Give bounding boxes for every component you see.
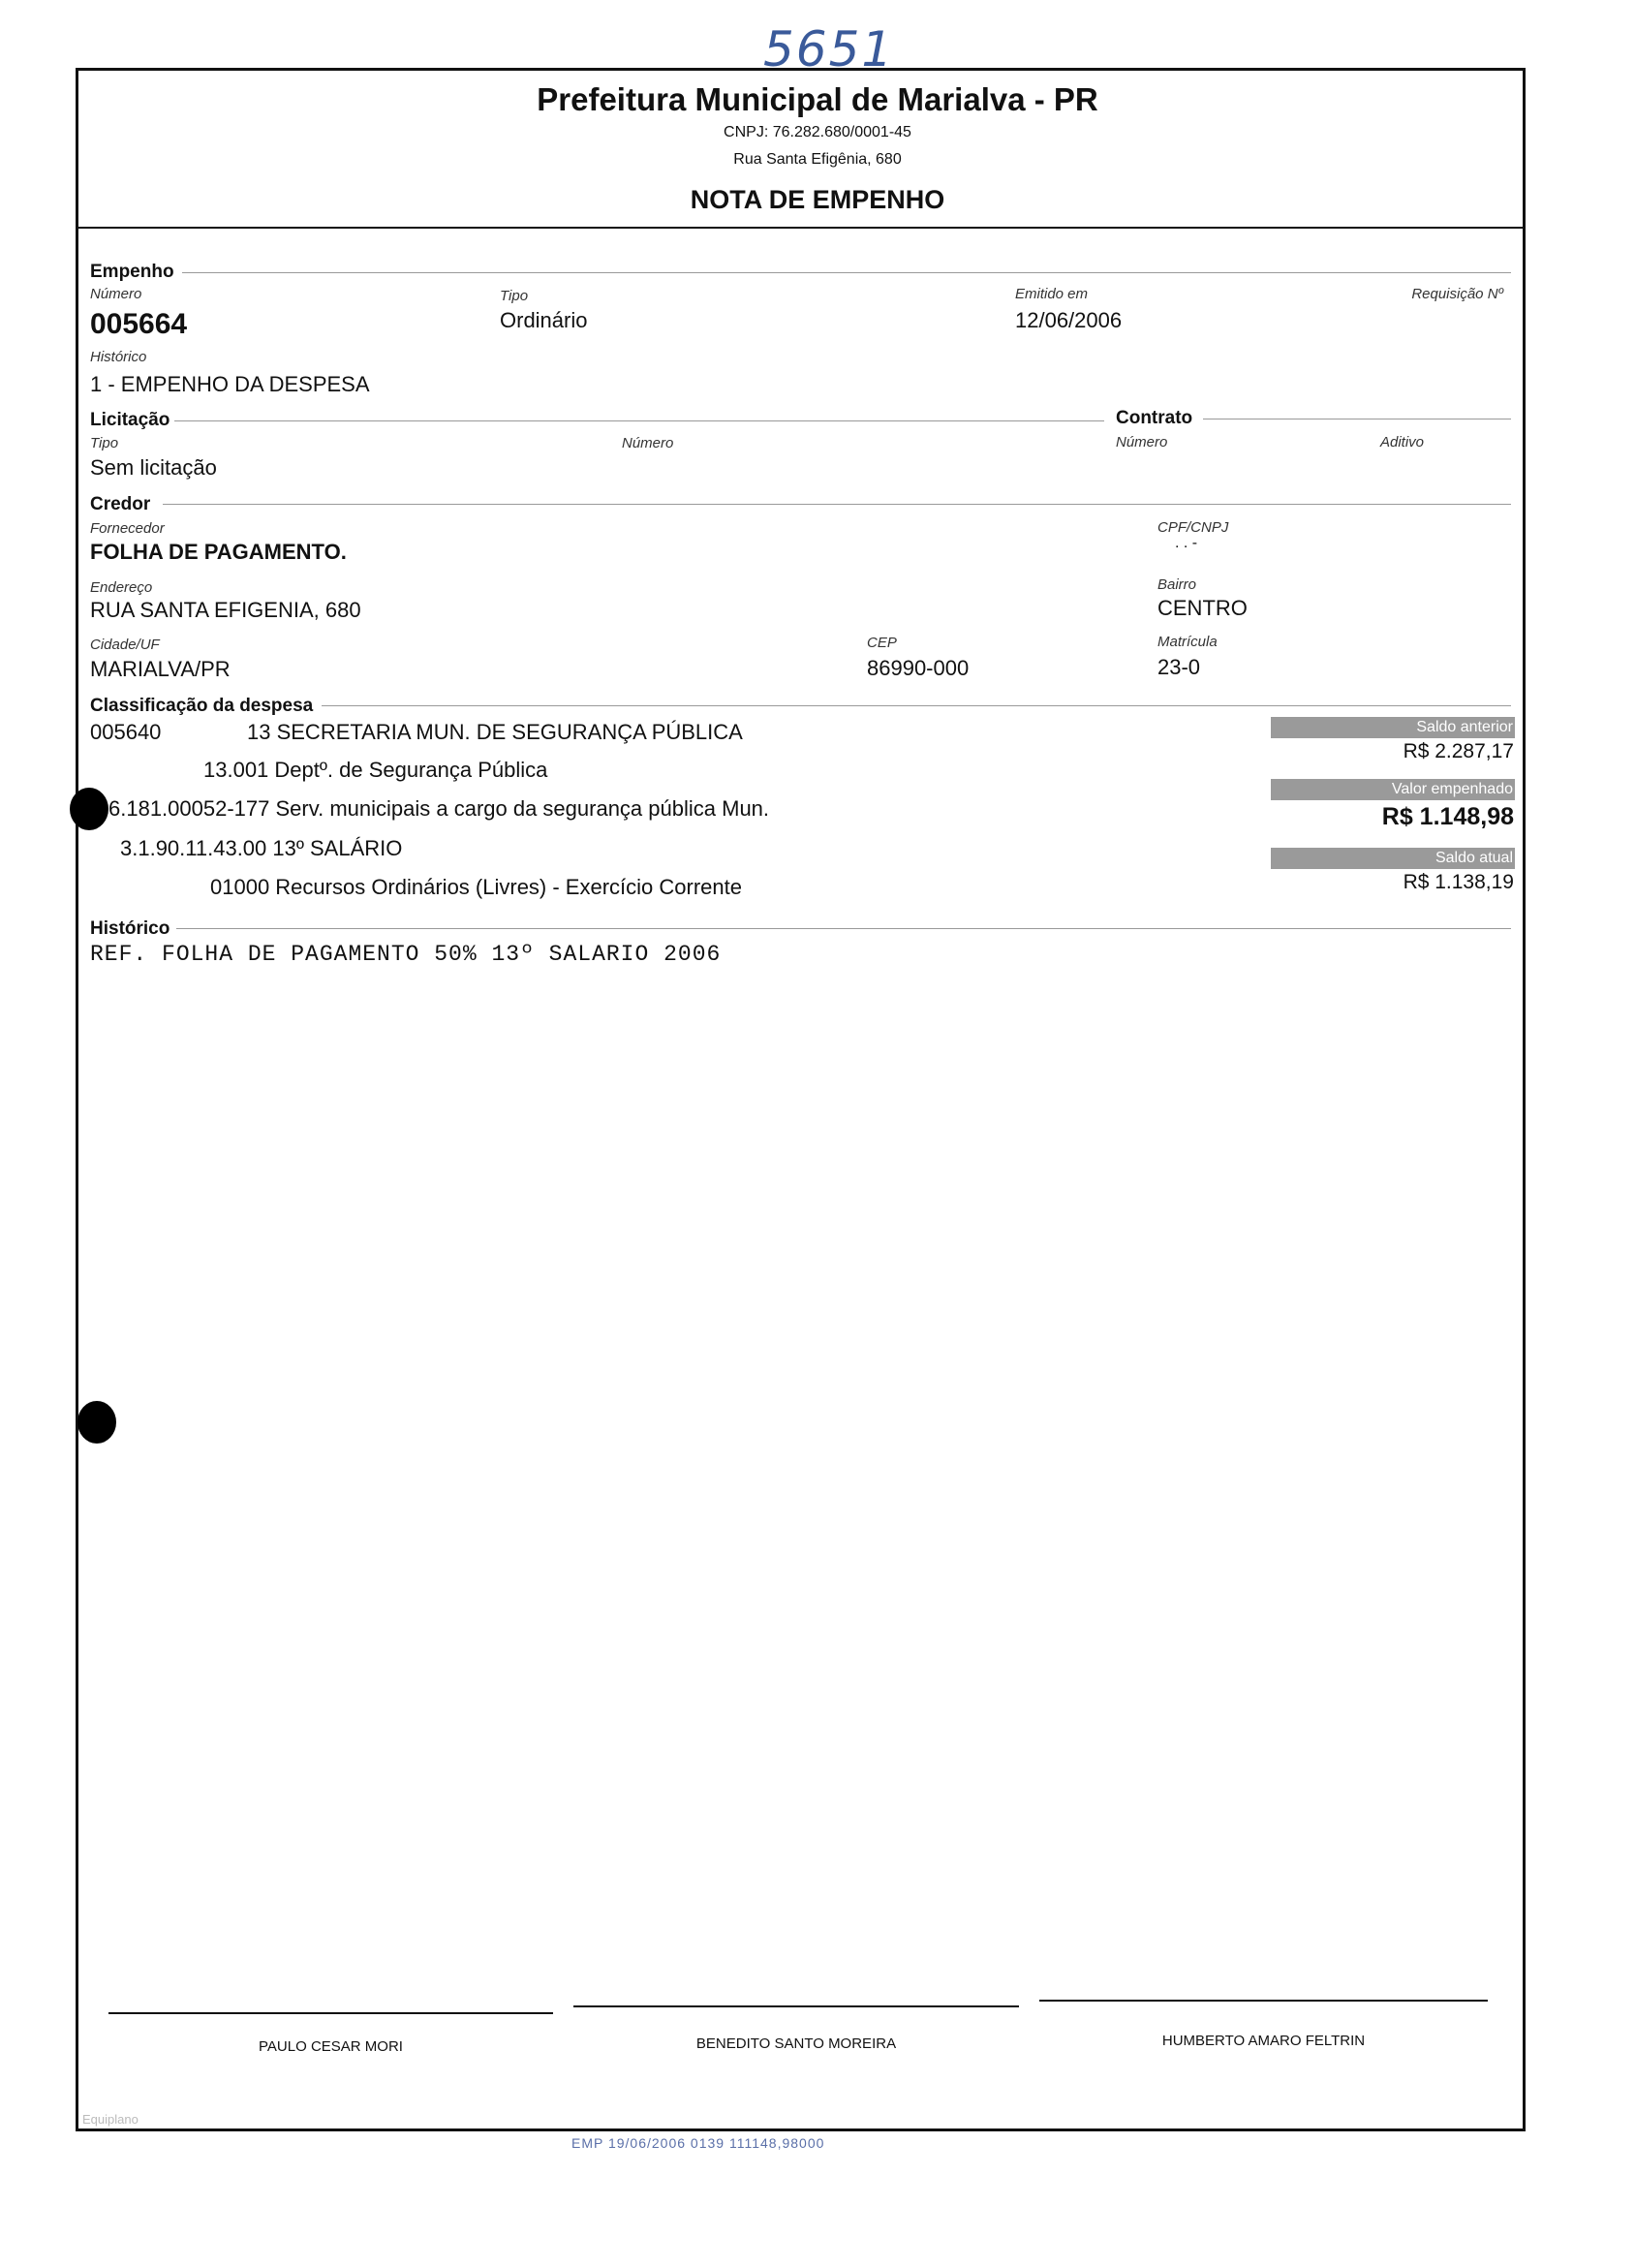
section-credor: Credor [90,494,151,514]
classificacao-codigo: 005640 [90,720,162,744]
emitido-date: 12/06/2006 [1015,308,1123,332]
contrato-numero-label: Número [1116,434,1168,450]
licitacao-numero-label: Número [622,435,674,451]
section-classificacao: Classificação da despesa [90,696,314,716]
elemento-despesa: 3.1.90.11.43.00 13º SALÁRIO [120,836,403,860]
fornecedor: FOLHA DE PAGAMENTO. [90,540,347,564]
cidade-label: Cidade/UF [90,637,160,653]
historico-label: Histórico [90,349,147,365]
cep-label: CEP [867,635,897,651]
requisicao-label: Requisição Nº [1411,286,1503,302]
historico-text: REF. FOLHA DE PAGAMENTO 50% 13º SALARIO 2006 [90,942,722,967]
empenho-tipo: Ordinário [500,308,588,332]
document-title: NOTA DE EMPENHO [690,185,945,214]
section-rule [163,504,1511,505]
saldo-anterior-label: Saldo anterior [1271,717,1515,738]
valor-empenhado-label: Valor empenhado [1271,779,1515,800]
cpf-cnpj-label: CPF/CNPJ [1157,519,1229,536]
section-rule [174,420,1104,421]
section-rule [176,928,1511,929]
saldo-atual: R$ 1.138,19 [1403,871,1514,893]
section-historico: Histórico [90,918,170,939]
header-divider [76,227,1526,229]
empenho-numero: 005664 [90,308,188,340]
signature-line [573,2005,1019,2007]
signature-line [1039,2000,1488,2002]
section-rule [322,705,1511,706]
endereco-label: Endereço [90,579,153,596]
bairro-label: Bairro [1157,576,1197,593]
tipo-label: Tipo [500,288,529,304]
numero-label: Número [90,286,142,302]
endereco: RUA SANTA EFIGENIA, 680 [90,598,361,622]
cidade: MARIALVA/PR [90,657,231,681]
section-rule [182,272,1511,273]
cpf-cnpj: . . - [1175,535,1198,551]
matricula-label: Matrícula [1157,634,1218,650]
signature-name-2: BENEDITO SANTO MOREIRA [695,2035,897,2052]
punch-hole [70,788,108,830]
signature-name-1: PAULO CESAR MORI [259,2038,403,2055]
secretaria: 13 SECRETARIA MUN. DE SEGURANÇA PÚBLICA [247,720,743,744]
section-licitacao: Licitação [90,410,170,430]
aditivo-label: Aditivo [1380,434,1425,450]
fonte-recurso: 01000 Recursos Ordinários (Livres) - Exercício Corrente [210,875,742,899]
address: Rua Santa Efigênia, 680 [733,151,902,168]
fornecedor-label: Fornecedor [90,520,165,537]
section-empenho: Empenho [90,262,174,282]
page-title: Prefeitura Municipal de Marialva - PR [537,81,1098,117]
emitido-label: Emitido em [1015,286,1089,302]
cnpj: CNPJ: 76.282.680/0001-45 [724,124,911,140]
licitacao-tipo: Sem licitação [90,455,217,480]
signature-line [108,2012,553,2014]
departamento: 13.001 Deptº. de Segurança Pública [203,758,548,782]
signature-name-3: HUMBERTO AMARO FELTRIN [1161,2033,1366,2049]
handwritten-page-number: 5651 [763,21,895,78]
matricula: 23-0 [1157,655,1201,679]
punch-hole [77,1401,116,1444]
bairro: CENTRO [1157,596,1248,620]
valor-empenhado: R$ 1.148,98 [1381,803,1514,830]
funcional-programatica: 6.181.00052-177 Serv. municipais a cargo da segurança pública Mun. [108,796,770,821]
empenho-historico: 1 - EMPENHO DA DESPESA [90,372,370,396]
licitacao-tipo-label: Tipo [90,435,119,451]
cep: 86990-000 [867,656,970,680]
saldo-anterior: R$ 2.287,17 [1403,740,1514,762]
saldo-atual-label: Saldo atual [1271,848,1515,869]
scan-stamp: EMP 19/06/2006 0139 111148,98000 [571,2135,825,2151]
section-contrato: Contrato [1116,408,1193,428]
software-watermark: Equiplano [82,2112,139,2127]
